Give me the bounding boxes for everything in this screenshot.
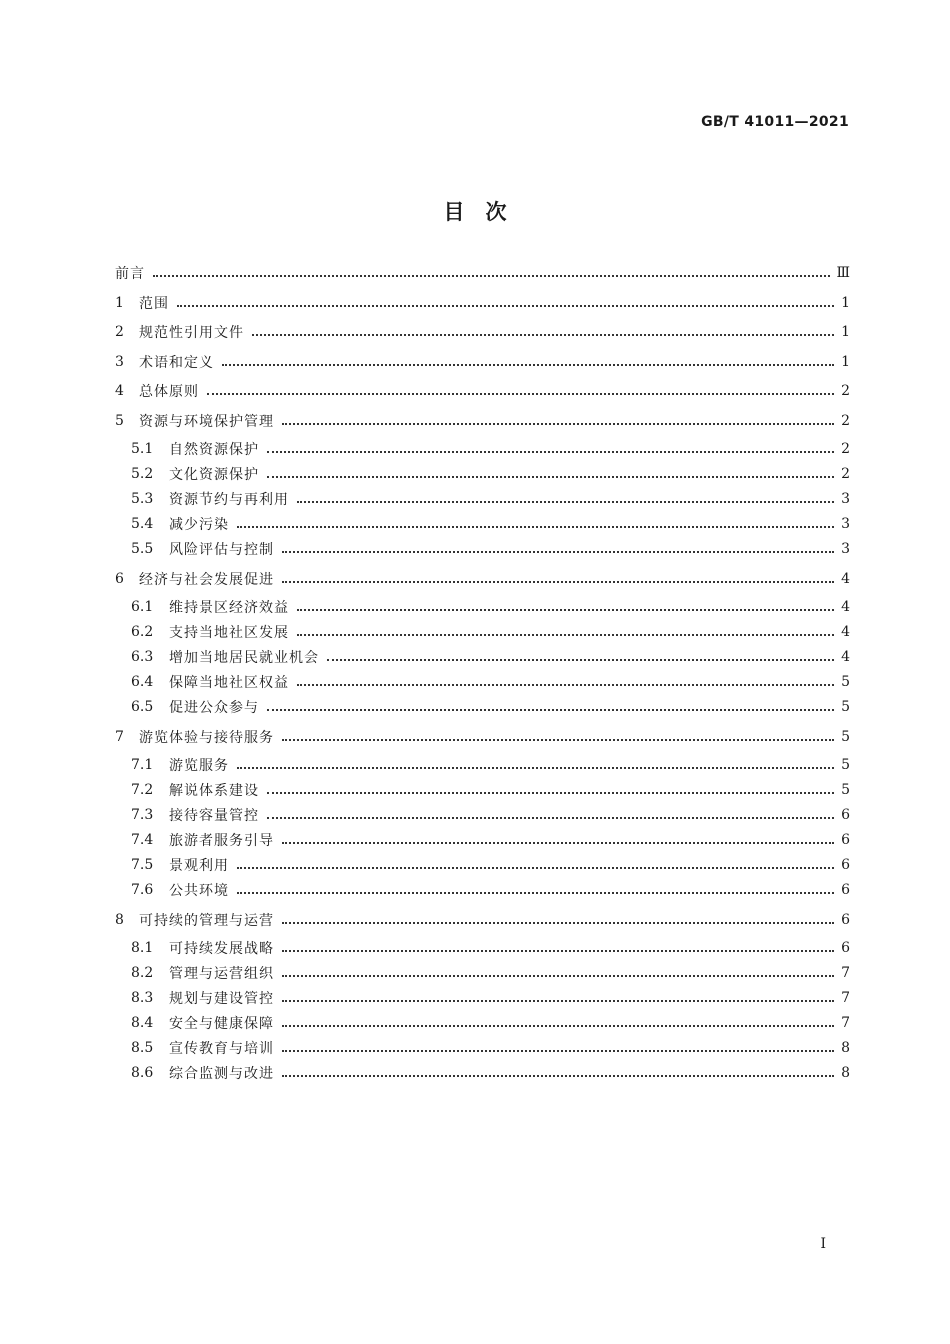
toc-entry-label: 术语和定义 bbox=[139, 354, 214, 371]
toc-entry-label: 范围 bbox=[139, 295, 169, 312]
toc-dot-leader bbox=[297, 683, 834, 686]
toc-dot-leader bbox=[222, 363, 834, 366]
toc-entry[interactable] bbox=[115, 538, 850, 560]
toc-entry-page: 6 bbox=[841, 807, 850, 823]
toc-entry-page: 8 bbox=[841, 1040, 850, 1056]
toc-entry-page: 7 bbox=[841, 990, 850, 1006]
toc-entry-label: 前言 bbox=[115, 266, 145, 282]
toc-dot-leader bbox=[297, 500, 834, 503]
toc-entry-page: 7 bbox=[841, 1015, 850, 1031]
toc-entry[interactable] bbox=[115, 987, 850, 1009]
toc-entry[interactable] bbox=[115, 621, 850, 643]
toc-entry[interactable] bbox=[115, 754, 850, 776]
toc-entry-number: 2 bbox=[115, 324, 124, 340]
toc-entry-number: 5 bbox=[115, 412, 124, 429]
toc-entry-page: 2 bbox=[841, 383, 850, 399]
toc-entry[interactable] bbox=[115, 909, 850, 931]
toc-entry-number: 5.4 bbox=[131, 516, 154, 532]
toc-entry-number: 6.2 bbox=[131, 624, 154, 640]
toc-entry-page: 6 bbox=[841, 832, 850, 848]
toc-entry-number: 8.1 bbox=[131, 940, 154, 956]
toc-entry-number: 7.2 bbox=[131, 782, 154, 798]
toc-dot-leader bbox=[153, 274, 830, 277]
toc-entry-page: 2 bbox=[841, 412, 850, 429]
toc-entry[interactable] bbox=[115, 321, 850, 343]
toc-dot-leader bbox=[252, 333, 834, 336]
toc-entry-page: 5 bbox=[841, 674, 850, 690]
toc-entry-label: 公共环境 bbox=[169, 883, 229, 899]
toc-entry-label: 游览体验与接待服务 bbox=[139, 729, 274, 746]
toc-dot-leader bbox=[282, 1049, 834, 1052]
toc-entry-number: 7.3 bbox=[131, 807, 154, 823]
toc-entry-label: 接待容量管控 bbox=[169, 808, 259, 824]
toc-entry-number: 8.4 bbox=[131, 1015, 154, 1031]
toc-dot-leader bbox=[297, 608, 834, 611]
toc-entry-label: 风险评估与控制 bbox=[169, 542, 274, 558]
toc-entry-page: 7 bbox=[841, 965, 850, 981]
toc-entry[interactable] bbox=[115, 804, 850, 826]
toc-entry-label: 综合监测与改进 bbox=[169, 1066, 274, 1082]
toc-entry-page: 1 bbox=[841, 294, 850, 311]
toc-entry-page: 6 bbox=[841, 882, 850, 898]
toc-entry-number: 5.2 bbox=[131, 466, 154, 482]
toc-entry-number: 3 bbox=[115, 353, 124, 370]
toc-dot-leader bbox=[267, 450, 834, 453]
toc-entry-number: 7.5 bbox=[131, 857, 154, 873]
toc-dot-leader bbox=[282, 921, 834, 924]
toc-entry-label: 宣传教育与培训 bbox=[169, 1041, 274, 1057]
toc-dot-leader bbox=[237, 766, 834, 769]
toc-dot-leader bbox=[267, 708, 834, 711]
toc-entry[interactable] bbox=[115, 879, 850, 901]
toc-entry[interactable] bbox=[115, 671, 850, 693]
toc-entry-label: 自然资源保护 bbox=[169, 442, 259, 458]
toc-entry[interactable] bbox=[115, 488, 850, 510]
toc-dot-leader bbox=[282, 580, 834, 583]
toc-entry-label: 解说体系建设 bbox=[169, 783, 259, 799]
toc-entry-number: 8 bbox=[115, 911, 124, 928]
toc-entry[interactable] bbox=[115, 351, 850, 373]
toc-entry[interactable] bbox=[115, 380, 850, 402]
toc-entry[interactable] bbox=[115, 292, 850, 314]
toc-dot-leader bbox=[207, 392, 834, 395]
toc-dot-leader bbox=[282, 1074, 834, 1077]
toc-entry-number: 7.6 bbox=[131, 882, 154, 898]
toc-entry[interactable] bbox=[115, 1037, 850, 1059]
toc-entry-label: 经济与社会发展促进 bbox=[139, 571, 274, 588]
toc-dot-leader bbox=[237, 866, 834, 869]
toc-dot-leader bbox=[282, 974, 834, 977]
toc-entry-label: 规划与建设管控 bbox=[169, 991, 274, 1007]
toc-entry-number: 5.3 bbox=[131, 491, 154, 507]
toc-entry[interactable] bbox=[115, 463, 850, 485]
toc-entry-number: 4 bbox=[115, 383, 124, 399]
toc-entry-label: 资源节约与再利用 bbox=[169, 492, 289, 508]
toc-dot-leader bbox=[297, 633, 834, 636]
toc-entry-label: 维持景区经济效益 bbox=[169, 600, 289, 616]
toc-entry-number: 8.2 bbox=[131, 965, 154, 981]
page-number: I bbox=[820, 1236, 826, 1252]
toc-entry-label: 支持当地社区发展 bbox=[169, 625, 289, 641]
toc-entry[interactable] bbox=[115, 937, 850, 959]
toc-entry[interactable] bbox=[115, 779, 850, 801]
toc-entry-page: 3 bbox=[841, 491, 850, 507]
toc-entry-number: 7.4 bbox=[131, 832, 154, 848]
toc-entry-number: 7.1 bbox=[131, 757, 154, 773]
toc-entry[interactable] bbox=[115, 829, 850, 851]
toc-dot-leader bbox=[282, 949, 834, 952]
toc-entry-label: 资源与环境保护管理 bbox=[139, 413, 274, 430]
standard-number: GB/T 41011—2021 bbox=[701, 114, 849, 130]
toc-dot-leader bbox=[327, 658, 834, 661]
toc-entry[interactable] bbox=[115, 568, 850, 590]
toc-entry-label: 保障当地社区权益 bbox=[169, 675, 289, 691]
toc-entry-label: 促进公众参与 bbox=[169, 700, 259, 716]
toc-entry-label: 可持续的管理与运营 bbox=[139, 912, 274, 929]
toc-entry-page: 5 bbox=[841, 699, 850, 715]
toc-entry[interactable] bbox=[115, 1062, 850, 1084]
toc-entry[interactable] bbox=[115, 410, 850, 432]
toc-dot-leader bbox=[267, 816, 834, 819]
toc-entry[interactable] bbox=[115, 726, 850, 748]
toc-entry-label: 文化资源保护 bbox=[169, 467, 259, 483]
toc-entry-label: 减少污染 bbox=[169, 517, 229, 533]
toc-entry-page: 6 bbox=[841, 911, 850, 928]
toc-entry-page: 4 bbox=[841, 570, 850, 587]
toc-dot-leader bbox=[237, 891, 834, 894]
toc-entry-page: 5 bbox=[841, 728, 850, 745]
toc-dot-leader bbox=[282, 1024, 834, 1027]
toc-entry-number: 7 bbox=[115, 728, 124, 745]
toc-entry-number: 8.6 bbox=[131, 1065, 154, 1081]
toc-entry-number: 6.1 bbox=[131, 599, 154, 615]
toc-entry-page: Ⅲ bbox=[836, 265, 850, 281]
toc-entry-label: 可持续发展战略 bbox=[169, 941, 274, 957]
toc-entry-label: 旅游者服务引导 bbox=[169, 833, 274, 849]
toc-dot-leader bbox=[282, 999, 834, 1002]
toc-entry-label: 安全与健康保障 bbox=[169, 1016, 274, 1032]
toc-entry-page: 3 bbox=[841, 516, 850, 532]
toc-entry-number: 8.3 bbox=[131, 990, 154, 1006]
toc-dot-leader bbox=[177, 304, 834, 307]
toc-entry-page: 4 bbox=[841, 599, 850, 615]
toc-dot-leader bbox=[237, 525, 834, 528]
toc-dot-leader bbox=[267, 475, 834, 478]
toc-entry-number: 5.5 bbox=[131, 541, 154, 557]
toc-entry-number: 6.5 bbox=[131, 699, 154, 715]
toc-entry[interactable] bbox=[115, 646, 850, 668]
toc-entry[interactable] bbox=[115, 262, 850, 284]
toc-dot-leader bbox=[267, 791, 834, 794]
toc-entry-number: 6.3 bbox=[131, 649, 154, 665]
toc-entry-page: 3 bbox=[841, 541, 850, 557]
toc-entry-label: 游览服务 bbox=[169, 758, 229, 774]
toc-entry[interactable] bbox=[115, 696, 850, 718]
toc-entry-number: 1 bbox=[115, 294, 124, 311]
toc-dot-leader bbox=[282, 422, 834, 425]
toc-dot-leader bbox=[282, 738, 834, 741]
toc-entry-page: 8 bbox=[841, 1065, 850, 1081]
toc-entry[interactable] bbox=[115, 962, 850, 984]
toc-entry[interactable] bbox=[115, 438, 850, 460]
toc-entry-label: 规范性引用文件 bbox=[139, 325, 244, 341]
toc-entry-number: 8.5 bbox=[131, 1040, 154, 1056]
toc-entry-page: 6 bbox=[841, 857, 850, 873]
toc-entry-number: 6.4 bbox=[131, 674, 154, 690]
toc-entry-page: 4 bbox=[841, 624, 850, 640]
toc-entry-page: 5 bbox=[841, 757, 850, 773]
toc-entry-label: 总体原则 bbox=[139, 384, 199, 400]
toc-entry-label: 管理与运营组织 bbox=[169, 966, 274, 982]
toc-entry-number: 5.1 bbox=[131, 441, 154, 457]
toc-entry-page: 4 bbox=[841, 649, 850, 665]
toc-entry-page: 5 bbox=[841, 782, 850, 798]
toc-entry[interactable] bbox=[115, 596, 850, 618]
toc-entry-page: 6 bbox=[841, 940, 850, 956]
toc-entry[interactable] bbox=[115, 854, 850, 876]
toc-entry-page: 2 bbox=[841, 466, 850, 482]
page-title: 目 次 bbox=[443, 200, 507, 224]
toc-entry-page: 1 bbox=[841, 324, 850, 340]
toc-entry-page: 1 bbox=[841, 353, 850, 370]
toc-dot-leader bbox=[282, 550, 834, 553]
toc-dot-leader bbox=[282, 841, 834, 844]
toc-entry[interactable] bbox=[115, 513, 850, 535]
toc-entry-label: 增加当地居民就业机会 bbox=[169, 650, 319, 666]
toc-entry[interactable] bbox=[115, 1012, 850, 1034]
toc-entry-page: 2 bbox=[841, 441, 850, 457]
toc-entry-number: 6 bbox=[115, 570, 124, 587]
toc-entry-label: 景观利用 bbox=[169, 858, 229, 874]
